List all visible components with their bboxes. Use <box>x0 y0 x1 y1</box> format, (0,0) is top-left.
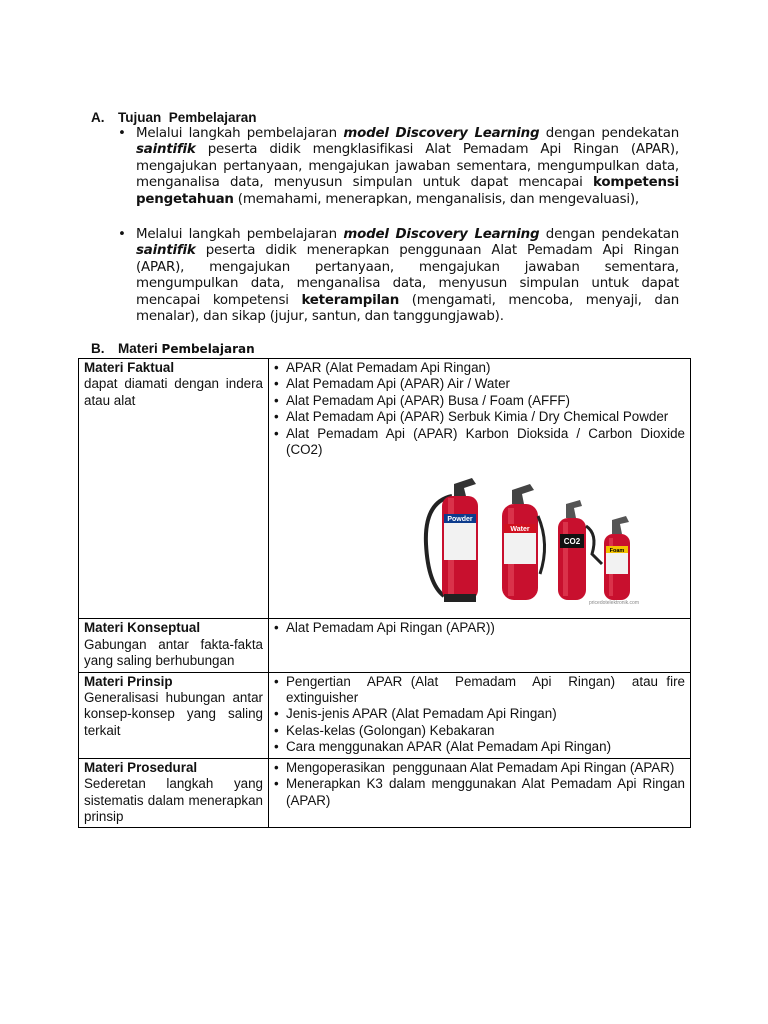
row-label-cell <box>79 619 269 672</box>
table-row <box>79 758 691 828</box>
list-item: • Alat Pemadam Api (APAR) Busa / Foam (AFFF) <box>274 393 685 409</box>
foam-extinguisher <box>604 516 630 600</box>
row-content-cell <box>269 672 691 758</box>
fire-extinguishers-image <box>414 474 654 606</box>
row-desc: dapat diamati dengan indera atau alat <box>84 376 263 408</box>
section-b-title-sub: Pembelajaran <box>161 342 255 356</box>
row-content-cell <box>269 359 691 619</box>
table-row <box>79 359 691 619</box>
section-b-heading <box>91 341 255 356</box>
list-item: • Alat Pemadam Api (APAR) Karbon Dioksida / Carbon Dioxide (CO2) <box>274 426 685 459</box>
list-item: • Alat Pemadam Api (APAR) Serbuk Kimia / Dry Chemical Powder <box>274 409 685 425</box>
co2-label: CO2 <box>563 537 581 547</box>
list-item: • Alat Pemadam Api (APAR) Air / Water <box>274 376 685 392</box>
row-head: Materi Prosedural <box>84 759 198 775</box>
objective-item: • Melalui langkah pembelajaran model Discovery Learning dengan pendekatan saintifik peserta didik mengklasifikasi Alat Pemadam Api Ringan (APAR), mengajukan pertanyaan, mengajukan jawaban sementara, mengumpulkan data, menganalisa data, menyusun simpulan untuk dapat mencapai kompetensi pengetahuan (memahami, menerapkan, menganalisis, dan mengevaluasi), <box>118 126 679 208</box>
list-item: • Jenis-jenis APAR (Alat Pemadam Api Ringan) <box>274 706 685 722</box>
section-a-title: Tujuan Pembelajaran <box>118 110 257 125</box>
list-item: • Pengertian APAR (Alat Pemadam Api Ringan) atau fire extinguisher <box>274 674 685 707</box>
image-watermark: pricedotelektronik.com <box>588 600 640 607</box>
row-desc: Gabungan antar fakta-fakta yang saling berhubungan <box>84 636 263 669</box>
bullet-list <box>274 673 689 756</box>
water-extinguisher <box>502 484 545 600</box>
list-item: • Alat Pemadam Api Ringan (APAR)) <box>274 620 685 636</box>
foam-label: Foam <box>609 548 625 555</box>
powder-extinguisher <box>426 478 478 602</box>
bullet-list <box>274 360 685 458</box>
co2-extinguisher <box>558 500 602 600</box>
objective-item: • Melalui langkah pembelajaran model Discovery Learning dengan pendekatan saintifik peserta didik menerapkan penggunaan Alat Pemadam Api Ringan (APAR), mengajukan pertanyaan, mengajukan jawaban sementara, mengumpulkan data, menganalisa data, menyusun simpulan untuk dapat mencapai kompetensi keterampilan (mengamati, mencoba, menyaji, dan menalar), dan sikap (jujur, santun, dan tanggungjawab). <box>118 227 679 325</box>
section-b-title-main: Materi <box>118 341 158 356</box>
section-b-letter: B. <box>91 341 105 356</box>
row-content-cell <box>269 758 691 828</box>
bullet-list <box>274 760 685 809</box>
water-label: Water <box>510 526 530 534</box>
row-content-cell <box>269 619 691 672</box>
list-item: • Kelas-kelas (Golongan) Kebakaran <box>274 723 685 739</box>
row-label-cell <box>79 672 269 758</box>
materi-table <box>78 358 691 828</box>
row-head: Materi Faktual <box>84 360 175 375</box>
row-desc: Sederetan langkah yang sistematis dalam menerapkan prinsip <box>84 776 263 824</box>
row-head: Materi Prinsip <box>84 673 173 689</box>
table-row <box>79 619 691 672</box>
row-desc: Generalisasi hubungan antar konsep-konsep yang saling terkait <box>84 690 263 738</box>
table-row <box>79 672 691 758</box>
section-a-letter: A. <box>91 110 105 125</box>
section-a-heading <box>91 110 257 125</box>
row-label-cell <box>79 758 269 828</box>
bullet-list <box>274 620 685 636</box>
powder-label: Powder <box>447 516 473 524</box>
list-item: • Mengoperasikan penggunaan Alat Pemadam Api Ringan (APAR) <box>274 760 685 776</box>
row-head: Materi Konseptual <box>84 620 201 636</box>
objectives-list <box>118 126 679 325</box>
list-item: • Menerapkan K3 dalam menggunakan Alat Pemadam Api Ringan (APAR) <box>274 776 685 809</box>
list-item: • Cara menggunakan APAR (Alat Pemadam Api Ringan) <box>274 739 685 755</box>
list-item: • APAR (Alat Pemadam Api Ringan) <box>274 360 685 376</box>
row-label-cell <box>79 359 269 619</box>
